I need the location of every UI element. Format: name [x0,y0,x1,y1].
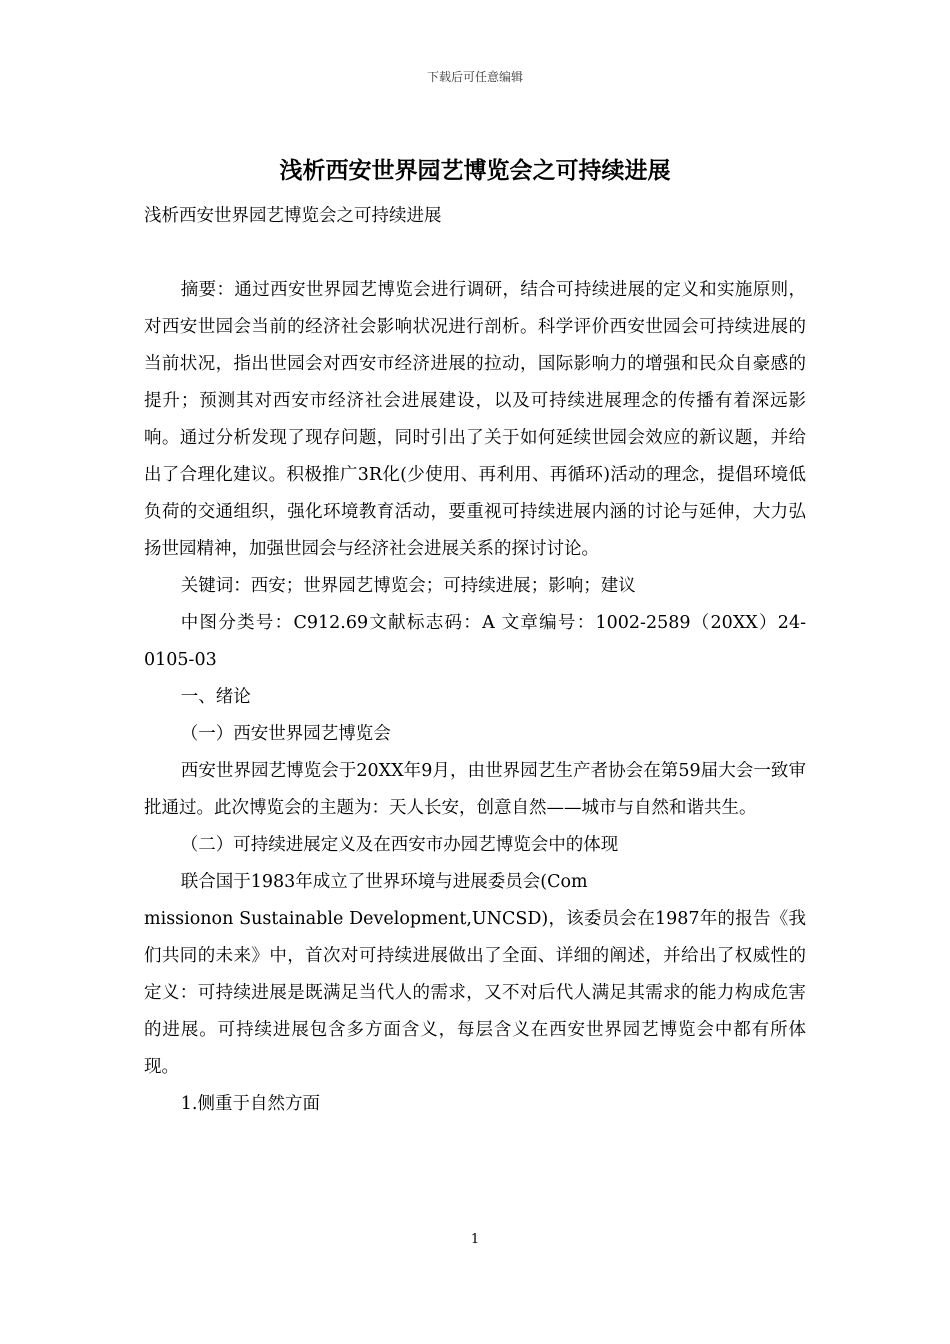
page-header-note: 下载后可任意编辑 [426,70,523,84]
document-body [144,198,806,1123]
subsection-heading-expo: （一）西安世界园艺博览会 [180,724,391,744]
abstract-paragraph: 摘要：通过西安世界园艺博览会进行调研，结合可持续进展的定义和实施原则，对西安世园会当前的经济社会影响状况进行剖析。科学评价西安世园会可持续进展的当前状况，指出世园会对西安市经济进展的拉动，国际影响力的增强和民众自豪感的提升；预测其对西安市经济社会进展建设，以及可持续进展理念的传播有着深远影响。通过分析发现了现存问题，同时引出了关于如何延续世园会效应的新议题，并给出了合理化建议。积极推广3R化(少使用、再利用、再循环)活动的理念，提倡环境低负荷的交通组织，强化环境教育活动，要重视可持续进展内涵的讨论与延伸，大力弘扬世园精神，加强世园会与经济社会进展关系的探讨讨论。 [144,280,806,559]
keywords-line: 关键词：西安；世界园艺博览会；可持续进展；影响；建议 [180,576,636,596]
document-title: 浅析西安世界园艺博览会之可持续进展 [279,157,671,184]
sustainability-first-line: 联合国于1983年成立了世界环境与进展委员会(Com [180,872,588,892]
expo-paragraph: 西安世界园艺博览会于20XX年9月，由世界园艺生产者协会在第59届大会一致审批通过。此次博览会的主题为：天人长安，创意自然——城市与自然和谐共生。 [144,761,806,818]
blank-line [144,235,806,272]
classification-line: 中图分类号：C912.69文献标志码：A 文章编号：1002-2589（20XX）24-0105-03 [144,613,806,670]
section-heading-introduction: 一、绪论 [180,687,251,707]
sustainability-paragraph: missionon Sustainable Development,UNCSD)，该委员会在1987年的报告《我们共同的未来》中，首次对可持续进展做出了全面、详细的阐述，并给出了权威性的定义：可持续进展是既满足当代人的需求，又不对后代人满足其需求的能力构成危害的进展。可持续进展包含多方面含义，每层含义在西安世界园艺博览会中都有所体现。 [144,909,806,1077]
page-number: 1 [470,1232,480,1247]
subsection-heading-nature: 1.侧重于自然方面 [180,1094,320,1114]
document-subtitle: 浅析西安世界园艺博览会之可持续进展 [144,206,442,226]
subsection-heading-sustainability: （二）可持续进展定义及在西安市办园艺博览会中的体现 [180,835,619,855]
